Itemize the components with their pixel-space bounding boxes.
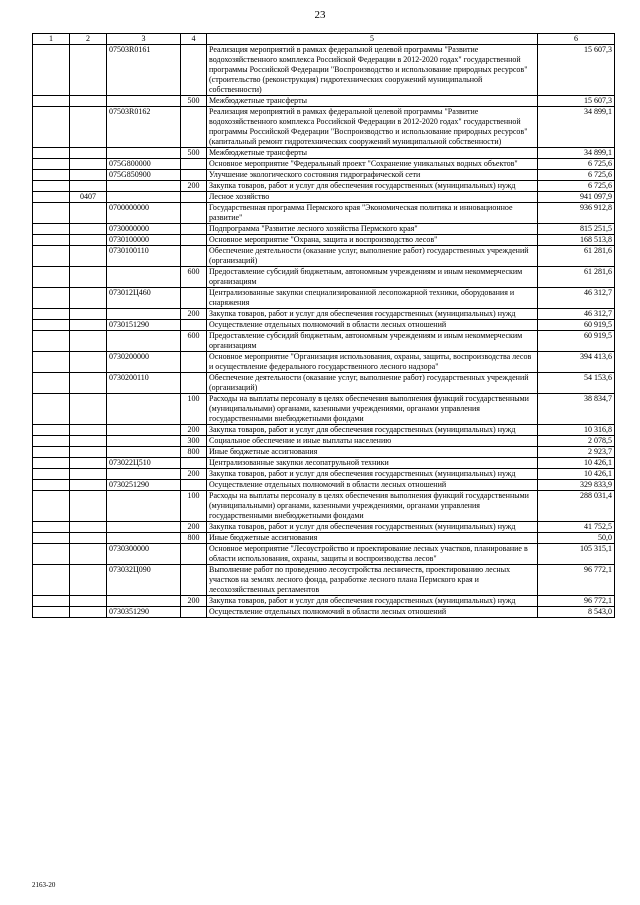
cell-col1 bbox=[33, 596, 70, 607]
table-row bbox=[33, 480, 615, 491]
col-header: 4 bbox=[181, 34, 207, 45]
table-row bbox=[33, 469, 615, 480]
cell-col1 bbox=[33, 309, 70, 320]
table-row bbox=[33, 522, 615, 533]
table-row bbox=[33, 607, 615, 618]
table-row bbox=[33, 203, 615, 224]
cell-target-code: 0730251290 bbox=[107, 480, 181, 491]
cell-section bbox=[70, 331, 107, 352]
cell-col1 bbox=[33, 394, 70, 425]
cell-col1 bbox=[33, 235, 70, 246]
cell-expense-type bbox=[181, 235, 207, 246]
cell-description: Закупка товаров, работ и услуг для обеспечения государственных (муниципальных) нужд bbox=[207, 596, 538, 607]
col-header: 3 bbox=[107, 34, 181, 45]
table-row bbox=[33, 192, 615, 203]
cell-description: Основное мероприятие "Организация использования, охраны, защиты, воспроизводства лесов и осуществление федерального государственного лесного надзора" bbox=[207, 352, 538, 373]
cell-col1 bbox=[33, 373, 70, 394]
cell-description: Закупка товаров, работ и услуг для обеспечения государственных (муниципальных) нужд bbox=[207, 181, 538, 192]
cell-col1 bbox=[33, 320, 70, 331]
cell-description: Государственная программа Пермского края "Экономическая политика и инновационное развитие" bbox=[207, 203, 538, 224]
cell-expense-type: 200 bbox=[181, 309, 207, 320]
table-row bbox=[33, 107, 615, 148]
cell-expense-type bbox=[181, 288, 207, 309]
col-header: 5 bbox=[207, 34, 538, 45]
cell-amount: 105 315,1 bbox=[538, 544, 615, 565]
cell-col1 bbox=[33, 469, 70, 480]
table-row bbox=[33, 288, 615, 309]
cell-target-code bbox=[107, 148, 181, 159]
cell-target-code bbox=[107, 533, 181, 544]
cell-amount: 6 725,6 bbox=[538, 159, 615, 170]
cell-expense-type bbox=[181, 107, 207, 148]
cell-col1 bbox=[33, 425, 70, 436]
table-row bbox=[33, 267, 615, 288]
cell-target-code bbox=[107, 96, 181, 107]
cell-description: Закупка товаров, работ и услуг для обеспечения государственных (муниципальных) нужд bbox=[207, 469, 538, 480]
cell-description: Обеспечение деятельности (оказание услуг, выполнение работ) государственных учреждений (организаций) bbox=[207, 246, 538, 267]
cell-col1 bbox=[33, 45, 70, 96]
cell-amount: 10 426,1 bbox=[538, 458, 615, 469]
cell-section bbox=[70, 458, 107, 469]
table-row bbox=[33, 181, 615, 192]
cell-section bbox=[70, 425, 107, 436]
cell-target-code bbox=[107, 181, 181, 192]
cell-description: Закупка товаров, работ и услуг для обеспечения государственных (муниципальных) нужд bbox=[207, 425, 538, 436]
cell-target-code: 0730300000 bbox=[107, 544, 181, 565]
cell-amount: 394 413,6 bbox=[538, 352, 615, 373]
table-row bbox=[33, 565, 615, 596]
cell-description: Реализация мероприятий в рамках федеральной целевой программы "Развитие водохозяйственного комплекса Российской Федерации в 2012-2020 годах" государственной программы Российской Федерации "Воспроизводство и использование природных ресурсов" (капитальный ремонт гидротехнических сооружений муниципальной собственности) bbox=[207, 107, 538, 148]
cell-col1 bbox=[33, 565, 70, 596]
cell-col1 bbox=[33, 148, 70, 159]
cell-target-code: 0730100110 bbox=[107, 246, 181, 267]
cell-section bbox=[70, 607, 107, 618]
cell-section bbox=[70, 596, 107, 607]
cell-col1 bbox=[33, 491, 70, 522]
cell-target-code: 073022Ц510 bbox=[107, 458, 181, 469]
cell-col1 bbox=[33, 533, 70, 544]
cell-expense-type bbox=[181, 246, 207, 267]
table-row bbox=[33, 331, 615, 352]
cell-section bbox=[70, 203, 107, 224]
cell-description: Осуществление отдельных полномочий в области лесных отношений bbox=[207, 320, 538, 331]
cell-description: Предоставление субсидий бюджетным, автономным учреждениям и иным некоммерческим организациям bbox=[207, 331, 538, 352]
table-row bbox=[33, 491, 615, 522]
cell-expense-type: 600 bbox=[181, 267, 207, 288]
table-row bbox=[33, 533, 615, 544]
cell-amount: 34 899,1 bbox=[538, 107, 615, 148]
cell-section bbox=[70, 107, 107, 148]
cell-description: Основное мероприятие "Федеральный проект "Сохранение уникальных водных объектов" bbox=[207, 159, 538, 170]
cell-expense-type: 500 bbox=[181, 96, 207, 107]
cell-amount: 50,0 bbox=[538, 533, 615, 544]
cell-expense-type: 200 bbox=[181, 596, 207, 607]
cell-description: Основное мероприятие "Охрана, защита и воспроизводство лесов" bbox=[207, 235, 538, 246]
cell-col1 bbox=[33, 107, 70, 148]
cell-target-code bbox=[107, 309, 181, 320]
cell-section bbox=[70, 309, 107, 320]
cell-target-code: 0730351290 bbox=[107, 607, 181, 618]
cell-amount: 288 031,4 bbox=[538, 491, 615, 522]
cell-expense-type: 500 bbox=[181, 148, 207, 159]
cell-expense-type bbox=[181, 458, 207, 469]
cell-amount: 61 281,6 bbox=[538, 267, 615, 288]
table-row bbox=[33, 458, 615, 469]
cell-expense-type bbox=[181, 480, 207, 491]
cell-col1 bbox=[33, 224, 70, 235]
cell-description: Централизованные закупки специализированной лесопожарной техники, оборудования и снаряжения bbox=[207, 288, 538, 309]
cell-section bbox=[70, 45, 107, 96]
cell-amount: 2 923,7 bbox=[538, 447, 615, 458]
table-row bbox=[33, 544, 615, 565]
cell-section bbox=[70, 565, 107, 596]
cell-target-code bbox=[107, 425, 181, 436]
cell-section bbox=[70, 159, 107, 170]
table-row bbox=[33, 246, 615, 267]
cell-target-code bbox=[107, 491, 181, 522]
table-row bbox=[33, 352, 615, 373]
cell-section bbox=[70, 267, 107, 288]
cell-expense-type: 300 bbox=[181, 436, 207, 447]
cell-target-code: 0730200000 bbox=[107, 352, 181, 373]
cell-amount: 60 919,5 bbox=[538, 320, 615, 331]
cell-target-code: 073032Ц090 bbox=[107, 565, 181, 596]
cell-section bbox=[70, 96, 107, 107]
cell-amount: 15 607,3 bbox=[538, 96, 615, 107]
cell-expense-type bbox=[181, 159, 207, 170]
cell-target-code: 0700000000 bbox=[107, 203, 181, 224]
table-row bbox=[33, 309, 615, 320]
cell-expense-type bbox=[181, 544, 207, 565]
table-row bbox=[33, 159, 615, 170]
header-row bbox=[33, 34, 615, 45]
cell-col1 bbox=[33, 288, 70, 309]
cell-col1 bbox=[33, 192, 70, 203]
cell-col1 bbox=[33, 607, 70, 618]
cell-amount: 61 281,6 bbox=[538, 246, 615, 267]
cell-section bbox=[70, 148, 107, 159]
cell-expense-type bbox=[181, 192, 207, 203]
cell-expense-type: 200 bbox=[181, 181, 207, 192]
cell-target-code bbox=[107, 436, 181, 447]
cell-amount: 46 312,7 bbox=[538, 309, 615, 320]
cell-section bbox=[70, 235, 107, 246]
cell-target-code: 0730200110 bbox=[107, 373, 181, 394]
cell-amount: 8 543,0 bbox=[538, 607, 615, 618]
cell-description: Лесное хозяйство bbox=[207, 192, 538, 203]
cell-expense-type: 200 bbox=[181, 425, 207, 436]
cell-amount: 941 097,9 bbox=[538, 192, 615, 203]
cell-amount: 96 772,1 bbox=[538, 565, 615, 596]
cell-amount: 10 426,1 bbox=[538, 469, 615, 480]
table-row bbox=[33, 436, 615, 447]
cell-section bbox=[70, 181, 107, 192]
cell-section bbox=[70, 447, 107, 458]
table-header bbox=[33, 34, 615, 45]
cell-amount: 815 251,5 bbox=[538, 224, 615, 235]
table-row bbox=[33, 96, 615, 107]
cell-amount: 38 834,7 bbox=[538, 394, 615, 425]
cell-col1 bbox=[33, 458, 70, 469]
cell-target-code: 07503R0161 bbox=[107, 45, 181, 96]
cell-section bbox=[70, 373, 107, 394]
cell-section bbox=[70, 320, 107, 331]
cell-amount: 46 312,7 bbox=[538, 288, 615, 309]
cell-expense-type bbox=[181, 373, 207, 394]
cell-section bbox=[70, 288, 107, 309]
cell-section bbox=[70, 436, 107, 447]
cell-target-code bbox=[107, 447, 181, 458]
cell-col1 bbox=[33, 203, 70, 224]
cell-expense-type: 100 bbox=[181, 394, 207, 425]
cell-target-code: 075G800000 bbox=[107, 159, 181, 170]
cell-target-code: 075G850900 bbox=[107, 170, 181, 181]
cell-description: Расходы на выплаты персоналу в целях обеспечения выполнения функций государственными (муниципальными) органами, казенными учреждениями, органами управления государственными внебюджетными фондами bbox=[207, 491, 538, 522]
cell-target-code bbox=[107, 522, 181, 533]
cell-target-code: 0730100000 bbox=[107, 235, 181, 246]
cell-expense-type: 600 bbox=[181, 331, 207, 352]
cell-expense-type: 100 bbox=[181, 491, 207, 522]
cell-target-code: 0730000000 bbox=[107, 224, 181, 235]
cell-expense-type: 800 bbox=[181, 447, 207, 458]
cell-target-code bbox=[107, 469, 181, 480]
cell-description: Осуществление отдельных полномочий в области лесных отношений bbox=[207, 607, 538, 618]
cell-description: Закупка товаров, работ и услуг для обеспечения государственных (муниципальных) нужд bbox=[207, 522, 538, 533]
cell-col1 bbox=[33, 331, 70, 352]
cell-description: Реализация мероприятий в рамках федеральной целевой программы "Развитие водохозяйственного комплекса Российской Федерации в 2012-2020 годах" государственной программы Российской Федерации "Воспроизводство и использование природных ресурсов" (строительство (реконструкция) гидротехнических сооружений муниципальной собственности) bbox=[207, 45, 538, 96]
cell-section bbox=[70, 544, 107, 565]
cell-amount: 34 899,1 bbox=[538, 148, 615, 159]
cell-expense-type bbox=[181, 607, 207, 618]
cell-col1 bbox=[33, 267, 70, 288]
cell-description: Социальное обеспечение и иные выплаты населению bbox=[207, 436, 538, 447]
cell-expense-type bbox=[181, 224, 207, 235]
table-row bbox=[33, 320, 615, 331]
cell-description: Иные бюджетные ассигнования bbox=[207, 447, 538, 458]
cell-target-code bbox=[107, 331, 181, 352]
cell-target-code: 07503R0162 bbox=[107, 107, 181, 148]
cell-description: Осуществление отдельных полномочий в области лесных отношений bbox=[207, 480, 538, 491]
cell-target-code bbox=[107, 596, 181, 607]
cell-amount: 41 752,5 bbox=[538, 522, 615, 533]
cell-col1 bbox=[33, 447, 70, 458]
table-row bbox=[33, 425, 615, 436]
cell-col1 bbox=[33, 246, 70, 267]
cell-description: Межбюджетные трансферты bbox=[207, 148, 538, 159]
table-row bbox=[33, 373, 615, 394]
cell-amount: 936 912,8 bbox=[538, 203, 615, 224]
cell-amount: 168 513,8 bbox=[538, 235, 615, 246]
cell-description: Межбюджетные трансферты bbox=[207, 96, 538, 107]
cell-section bbox=[70, 480, 107, 491]
cell-section bbox=[70, 246, 107, 267]
col-header: 6 bbox=[538, 34, 615, 45]
cell-expense-type: 200 bbox=[181, 522, 207, 533]
cell-col1 bbox=[33, 436, 70, 447]
cell-target-code bbox=[107, 192, 181, 203]
cell-expense-type bbox=[181, 565, 207, 596]
budget-table bbox=[32, 33, 615, 618]
cell-section bbox=[70, 522, 107, 533]
cell-target-code bbox=[107, 267, 181, 288]
cell-target-code bbox=[107, 394, 181, 425]
cell-target-code: 0730151290 bbox=[107, 320, 181, 331]
table-row bbox=[33, 45, 615, 96]
table-row bbox=[33, 447, 615, 458]
cell-amount: 6 725,6 bbox=[538, 181, 615, 192]
table-body bbox=[33, 45, 615, 618]
cell-col1 bbox=[33, 544, 70, 565]
cell-description: Основное мероприятие "Лесоустройство и проектирование лесных участков, планирование в области использования, охраны, защиты и воспроизводства лесов" bbox=[207, 544, 538, 565]
cell-section bbox=[70, 170, 107, 181]
cell-expense-type bbox=[181, 203, 207, 224]
cell-col1 bbox=[33, 181, 70, 192]
col-header: 2 bbox=[70, 34, 107, 45]
cell-col1 bbox=[33, 522, 70, 533]
cell-section: 0407 bbox=[70, 192, 107, 203]
cell-section bbox=[70, 469, 107, 480]
page-number: 23 bbox=[314, 9, 326, 21]
cell-expense-type bbox=[181, 352, 207, 373]
cell-expense-type bbox=[181, 320, 207, 331]
cell-description: Подпрограмма "Развитие лесного хозяйства Пермского края" bbox=[207, 224, 538, 235]
cell-description: Централизованные закупки лесопатрульной техники bbox=[207, 458, 538, 469]
cell-description: Улучшение экологического состояния гидрографической сети bbox=[207, 170, 538, 181]
cell-section bbox=[70, 394, 107, 425]
cell-section bbox=[70, 224, 107, 235]
cell-col1 bbox=[33, 352, 70, 373]
table-row bbox=[33, 235, 615, 246]
table-row bbox=[33, 394, 615, 425]
cell-description: Предоставление субсидий бюджетным, автономным учреждениям и иным некоммерческим организациям bbox=[207, 267, 538, 288]
cell-col1 bbox=[33, 96, 70, 107]
cell-section bbox=[70, 491, 107, 522]
cell-amount: 6 725,6 bbox=[538, 170, 615, 181]
cell-amount: 96 772,1 bbox=[538, 596, 615, 607]
cell-col1 bbox=[33, 159, 70, 170]
cell-amount: 60 919,5 bbox=[538, 331, 615, 352]
cell-amount: 329 833,9 bbox=[538, 480, 615, 491]
cell-expense-type bbox=[181, 45, 207, 96]
cell-amount: 15 607,3 bbox=[538, 45, 615, 96]
cell-description: Расходы на выплаты персоналу в целях обеспечения выполнения функций государственными (муниципальными) органами, казенными учреждениями, органами управления государственными внебюджетными фондами bbox=[207, 394, 538, 425]
cell-description: Иные бюджетные ассигнования bbox=[207, 533, 538, 544]
table-row bbox=[33, 596, 615, 607]
col-header: 1 bbox=[33, 34, 70, 45]
cell-amount: 2 078,5 bbox=[538, 436, 615, 447]
cell-description: Закупка товаров, работ и услуг для обеспечения государственных (муниципальных) нужд bbox=[207, 309, 538, 320]
cell-amount: 54 153,6 bbox=[538, 373, 615, 394]
cell-amount: 10 316,8 bbox=[538, 425, 615, 436]
table-row bbox=[33, 224, 615, 235]
table-row bbox=[33, 170, 615, 181]
cell-expense-type: 800 bbox=[181, 533, 207, 544]
cell-col1 bbox=[33, 480, 70, 491]
cell-description: Выполнение работ по проведению лесоустройства лесничеств, проектированию лесных участков на землях лесного фонда, разработке лесного плана Пермского края и лесохозяйственных регламентов bbox=[207, 565, 538, 596]
cell-expense-type: 200 bbox=[181, 469, 207, 480]
cell-section bbox=[70, 533, 107, 544]
cell-target-code: 073012Ц460 bbox=[107, 288, 181, 309]
document-code: 2163-20 bbox=[32, 881, 56, 889]
table-row bbox=[33, 148, 615, 159]
cell-expense-type bbox=[181, 170, 207, 181]
cell-description: Обеспечение деятельности (оказание услуг, выполнение работ) государственных учреждений (организаций) bbox=[207, 373, 538, 394]
cell-section bbox=[70, 352, 107, 373]
cell-col1 bbox=[33, 170, 70, 181]
